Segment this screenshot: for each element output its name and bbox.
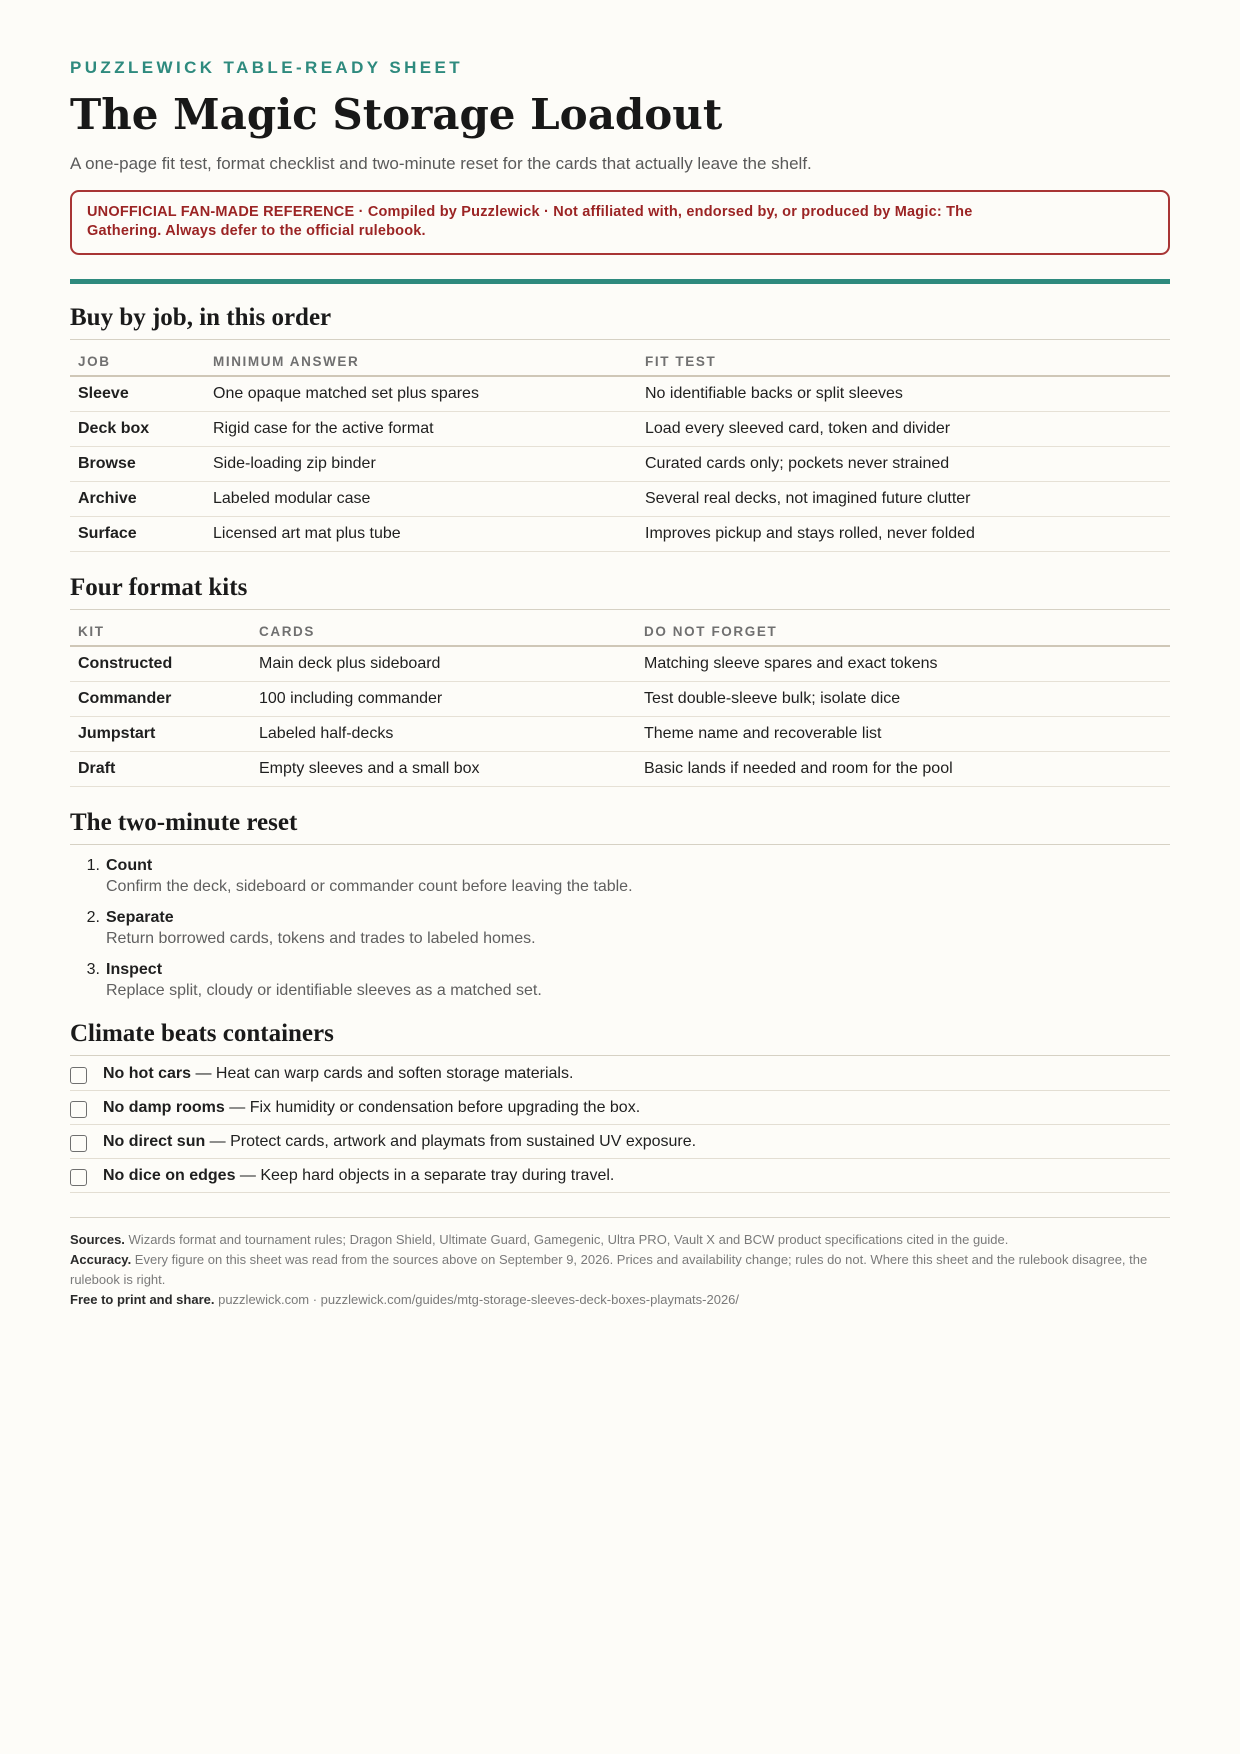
- share-text[interactable]: puzzlewick.com · puzzlewick.com/guides/mtg-storage-sleeves-deck-boxes-playmats-2026/: [214, 1292, 740, 1308]
- sources-note: [70, 1230, 1170, 1250]
- column-header: DO NOT FORGET: [636, 610, 1170, 646]
- answer-cell: Side-loading zip binder: [205, 447, 637, 482]
- footer: [70, 1217, 1170, 1310]
- table-header-row: [70, 340, 1170, 376]
- checkbox[interactable]: [70, 1169, 87, 1186]
- kit-cell: Constructed: [70, 646, 251, 682]
- reminder-cell: Matching sleeve spares and exact tokens: [636, 646, 1170, 682]
- step-description: Confirm the deck, sideboard or commander count before leaving the table.: [106, 878, 633, 896]
- step-description: Replace split, cloudy or identifiable sleeves as a matched set.: [106, 982, 542, 1000]
- checkbox[interactable]: [70, 1067, 87, 1084]
- checklist-item-text: — Heat can warp cards and soften storage materials.: [191, 1064, 574, 1082]
- notice-line: Gathering. Always defer to the official rulebook.: [87, 223, 426, 240]
- cards-cell: 100 including commander: [251, 682, 636, 717]
- table-row: [70, 412, 1170, 447]
- table-row: [70, 482, 1170, 517]
- sources-label: Sources.: [70, 1232, 125, 1248]
- checklist-item-text: — Protect cards, artwork and playmats from sustained UV exposure.: [205, 1132, 697, 1150]
- job-cell: Archive: [70, 482, 205, 517]
- sources-text: Wizards format and tournament rules; Dragon Shield, Ultimate Guard, Gamegenic, Ultra PRO, Vault X and BCW product specifications cited in the guide.: [124, 1232, 1009, 1248]
- checklist-item-title: No direct sun: [103, 1132, 206, 1150]
- section-title: Four format kits: [70, 574, 1170, 610]
- step-number: 2.: [86, 909, 100, 927]
- reminder-cell: Theme name and recoverable list: [636, 717, 1170, 752]
- fit-test-cell: Load every sleeved card, token and divider: [637, 412, 1170, 447]
- answer-cell: Rigid case for the active format: [205, 412, 637, 447]
- job-cell: Sleeve: [70, 376, 205, 412]
- column-header: KIT: [70, 610, 251, 646]
- section-title: Buy by job, in this order: [70, 304, 1170, 340]
- step-title: Separate: [106, 909, 174, 927]
- reset-section: [70, 809, 1170, 1000]
- disclaimer-notice: [70, 190, 1170, 255]
- section-title: Climate beats containers: [70, 1020, 1170, 1056]
- table-row: [70, 682, 1170, 717]
- kit-cell: Commander: [70, 682, 251, 717]
- checklist-item: [70, 1159, 1170, 1193]
- kits-table: [70, 610, 1170, 787]
- cards-cell: Empty sleeves and a small box: [251, 752, 636, 787]
- cards-cell: Labeled half-decks: [251, 717, 636, 752]
- column-header: CARDS: [251, 610, 636, 646]
- column-header: FIT TEST: [637, 340, 1170, 376]
- checklist-item-text: — Keep hard objects in a separate tray during travel.: [235, 1166, 615, 1184]
- notice-line: UNOFFICIAL FAN-MADE REFERENCE · Compiled by Puzzlewick · Not affiliated with, endorsed by, or produced by Magic: The: [87, 204, 973, 221]
- step-description: Return borrowed cards, tokens and trades to labeled homes.: [106, 930, 536, 948]
- fit-test-cell: No identifiable backs or split sleeves: [637, 376, 1170, 412]
- checklist-item: [70, 1125, 1170, 1159]
- climate-checklist: [70, 1057, 1170, 1193]
- reset-step: [70, 961, 1170, 1000]
- table-header-row: [70, 610, 1170, 646]
- table-row: [70, 717, 1170, 752]
- job-cell: Browse: [70, 447, 205, 482]
- reset-step: [70, 909, 1170, 948]
- checkbox[interactable]: [70, 1135, 87, 1152]
- checklist-item-title: No dice on edges: [103, 1166, 236, 1184]
- checklist-item: [70, 1057, 1170, 1091]
- column-header: JOB: [70, 340, 205, 376]
- checklist-item-text: — Fix humidity or condensation before upgrading the box.: [224, 1098, 641, 1116]
- column-header: MINIMUM ANSWER: [205, 340, 637, 376]
- kicker: PUZZLEWICK TABLE-READY SHEET: [70, 58, 464, 77]
- answer-cell: Licensed art mat plus tube: [205, 517, 637, 552]
- page-subtitle: A one-page fit test, format checklist and two-minute reset for the cards that actually leave the shelf.: [70, 154, 812, 174]
- fit-test-cell: Curated cards only; pockets never strained: [637, 447, 1170, 482]
- step-title: Count: [106, 857, 153, 875]
- section-divider: [70, 279, 1170, 284]
- cards-cell: Main deck plus sideboard: [251, 646, 636, 682]
- table-row: [70, 517, 1170, 552]
- table-row: [70, 447, 1170, 482]
- step-number: 3.: [86, 961, 100, 979]
- kit-cell: Draft: [70, 752, 251, 787]
- table-row: [70, 376, 1170, 412]
- kit-cell: Jumpstart: [70, 717, 251, 752]
- page-title: The Magic Storage Loadout: [70, 90, 723, 139]
- buy-section: [70, 304, 1170, 552]
- reminder-cell: Test double-sleeve bulk; isolate dice: [636, 682, 1170, 717]
- climate-section: [70, 1020, 1170, 1193]
- step-number: 1.: [86, 857, 100, 875]
- fit-test-cell: Several real decks, not imagined future clutter: [637, 482, 1170, 517]
- step-title: Inspect: [106, 961, 163, 979]
- sheet: [70, 0, 1170, 1310]
- reset-step: [70, 857, 1170, 896]
- share-label: Free to print and share.: [70, 1292, 215, 1308]
- accuracy-text: Every figure on this sheet was read from the sources above on September 9, 2026. Prices and availability change; rules do not. Where this sheet and the rulebook disagree, the rulebook is right.: [70, 1252, 1148, 1288]
- section-title: The two-minute reset: [70, 809, 1170, 845]
- checklist-item-title: No hot cars: [103, 1064, 192, 1082]
- checklist-item-title: No damp rooms: [103, 1098, 225, 1116]
- job-cell: Surface: [70, 517, 205, 552]
- reset-steps: [70, 857, 1170, 1000]
- buy-table: [70, 340, 1170, 552]
- answer-cell: Labeled modular case: [205, 482, 637, 517]
- checkbox[interactable]: [70, 1101, 87, 1118]
- share-note: [70, 1290, 1170, 1310]
- accuracy-note: [70, 1250, 1170, 1290]
- answer-cell: One opaque matched set plus spares: [205, 376, 637, 412]
- fit-test-cell: Improves pickup and stays rolled, never folded: [637, 517, 1170, 552]
- accuracy-label: Accuracy.: [70, 1252, 132, 1268]
- table-row: [70, 646, 1170, 682]
- job-cell: Deck box: [70, 412, 205, 447]
- checklist-item: [70, 1091, 1170, 1125]
- table-row: [70, 752, 1170, 787]
- reminder-cell: Basic lands if needed and room for the pool: [636, 752, 1170, 787]
- kits-section: [70, 574, 1170, 787]
